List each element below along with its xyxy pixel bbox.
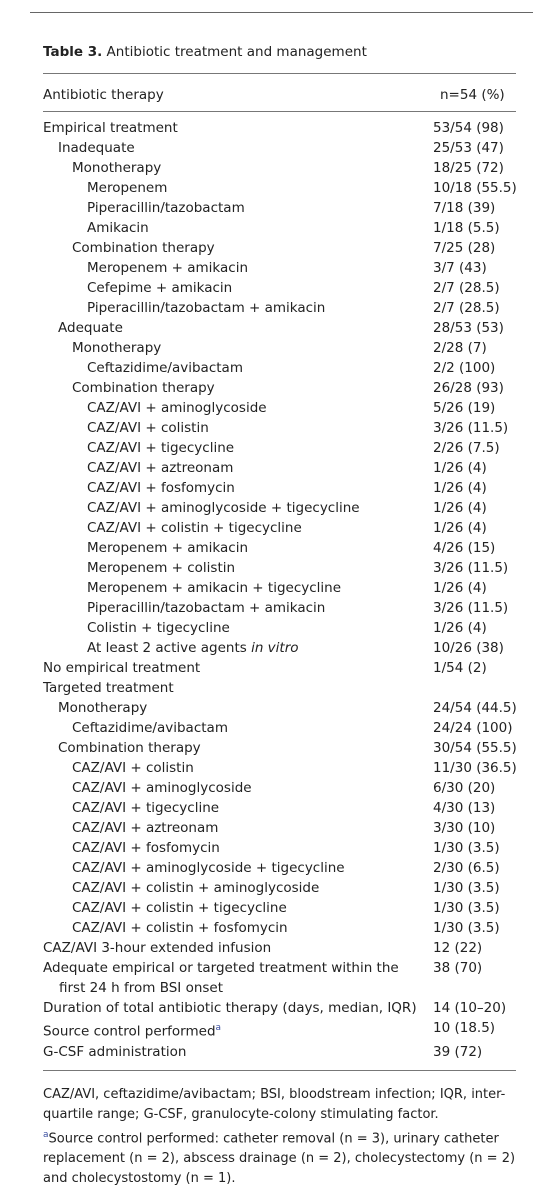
table-row [43, 578, 516, 598]
row-label-text: CAZ/AVI + aztreonam [87, 460, 234, 476]
row-label-text: Ceftazidime/avibactam [87, 360, 243, 376]
table-row [43, 358, 516, 378]
row-value: 2/26 (7.5) [433, 440, 500, 456]
row-value: 10/18 (55.5) [433, 180, 517, 196]
caption-label: Table 3. [43, 44, 103, 60]
row-label-text: Meropenem + amikacin + tigecycline [87, 580, 342, 596]
row-value: 53/54 (98) [433, 120, 504, 136]
row-label-text: Ceftazidime/avibactam [72, 720, 228, 736]
table-row [43, 298, 516, 318]
table-row [43, 798, 516, 818]
table-row [43, 678, 516, 698]
table-row [43, 1042, 516, 1062]
table-row [43, 698, 516, 718]
header-top-rule [43, 73, 516, 74]
table-row [43, 118, 516, 138]
table-row [43, 738, 516, 758]
footnote-abbreviations: CAZ/AVI, ceftazidime/avibactam; BSI, bloodstream infection; IQR, inter-quartile range; G-CSF, granulocyte-colony stimulating factor. [43, 1087, 506, 1122]
row-value: 38 (70) [433, 960, 483, 976]
row-label-text: At least 2 active agents [87, 640, 252, 656]
row-value: 1/26 (4) [433, 500, 487, 516]
row-label-text: Duration of total antibiotic therapy (days, median, IQR) [43, 1000, 417, 1016]
table-row [43, 918, 516, 938]
table-caption [43, 44, 367, 60]
row-label-text: Monotherapy [72, 340, 162, 356]
header-col1: Antibiotic therapy [43, 87, 164, 103]
row-value: 10/26 (38) [433, 640, 504, 656]
row-label-text: Piperacillin/tazobactam [87, 200, 245, 216]
row-value: 1/30 (3.5) [433, 920, 500, 936]
row-label-text: No empirical treatment [43, 660, 201, 676]
row-value: 14 (10–20) [433, 1000, 507, 1016]
table-row [43, 338, 516, 358]
table-row [43, 898, 516, 918]
row-label-text: Amikacin [87, 220, 149, 236]
row-label-text: Inadequate [58, 140, 135, 156]
row-label-text: CAZ/AVI + aminoglycoside [72, 780, 252, 796]
row-label-text: CAZ/AVI + tigecycline [72, 800, 220, 816]
table-header [43, 87, 516, 103]
table-row [43, 418, 516, 438]
table-row [43, 818, 516, 838]
row-label-text: CAZ/AVI + fosfomycin [87, 480, 235, 496]
row-label-text: Empirical treatment [43, 120, 178, 136]
footnote-source-control-text: Source control performed: catheter removal (n = 3), urinary catheter replacement (n = 2), abscess drainage (n = 2), cholecystectomy (n = 2) and cholecystostomy (n = 1). [43, 1131, 516, 1187]
row-value: 26/28 (93) [433, 380, 504, 396]
table-row [43, 218, 516, 238]
row-label [43, 678, 516, 698]
row-value: 1/30 (3.5) [433, 900, 500, 916]
row-value: 5/26 (19) [433, 400, 496, 416]
table-row [43, 278, 516, 298]
header-col2: n=54 (%) [440, 87, 505, 103]
table-row [43, 638, 516, 658]
row-value: 1/26 (4) [433, 620, 487, 636]
table-row [43, 1018, 516, 1042]
header-bottom-rule [43, 111, 516, 112]
table-row [43, 318, 516, 338]
top-rule [30, 12, 533, 13]
table-row [43, 838, 516, 858]
footnote-marker: a [43, 1130, 49, 1140]
row-label-text: CAZ/AVI + colistin + aminoglycoside [72, 880, 320, 896]
row-value: 4/30 (13) [433, 800, 496, 816]
row-value: 30/54 (55.5) [433, 740, 517, 756]
table-row [43, 538, 516, 558]
table-row [43, 198, 516, 218]
row-value: 3/7 (43) [433, 260, 487, 276]
row-value: 2/2 (100) [433, 360, 496, 376]
footnote-marker: a [215, 1023, 222, 1033]
row-value: 18/25 (72) [433, 160, 504, 176]
table-row [43, 138, 516, 158]
row-value: 1/54 (2) [433, 660, 487, 676]
row-value: 6/30 (20) [433, 780, 496, 796]
table-row [43, 938, 516, 958]
table-row [43, 858, 516, 878]
row-value: 2/30 (6.5) [433, 860, 500, 876]
row-label-text: CAZ/AVI + colistin [72, 760, 194, 776]
row-label-text: Targeted treatment [43, 680, 174, 696]
table-row [43, 558, 516, 578]
table-row [43, 778, 516, 798]
table-row [43, 658, 516, 678]
row-label-text: CAZ/AVI + aminoglycoside + tigecycline [87, 500, 360, 516]
table-row [43, 398, 516, 418]
row-label-text: Piperacillin/tazobactam + amikacin [87, 600, 326, 616]
row-label-text: Meropenem + colistin [87, 560, 236, 576]
table-row [43, 758, 516, 778]
table-row [43, 498, 516, 518]
caption-title: Antibiotic treatment and management [106, 44, 367, 60]
row-value: 3/26 (11.5) [433, 560, 509, 576]
row-label-text: CAZ/AVI + colistin + tigecycline [72, 900, 287, 916]
table-row [43, 958, 516, 998]
row-label-text: Monotherapy [72, 160, 162, 176]
row-label-text: CAZ/AVI + aztreonam [72, 820, 219, 836]
row-label-text: Combination therapy [58, 740, 201, 756]
table-row [43, 618, 516, 638]
row-label-text: CAZ/AVI 3-hour extended infusion [43, 940, 272, 956]
row-value: 2/7 (28.5) [433, 280, 500, 296]
row-label-text: CAZ/AVI + fosfomycin [72, 840, 220, 856]
row-label-text: Meropenem + amikacin [87, 260, 249, 276]
row-value: 2/28 (7) [433, 340, 487, 356]
row-value: 4/26 (15) [433, 540, 496, 556]
row-label-text: CAZ/AVI + tigecycline [87, 440, 235, 456]
row-label-text: Meropenem + amikacin [87, 540, 249, 556]
row-label-text: Source control performed [43, 1023, 216, 1040]
table-row [43, 238, 516, 258]
footnotes [43, 1085, 516, 1189]
table-row [43, 378, 516, 398]
table-row [43, 598, 516, 618]
row-label-text: Cefepime + amikacin [87, 280, 233, 296]
row-value: 1/26 (4) [433, 460, 487, 476]
row-value: 25/53 (47) [433, 140, 504, 156]
row-label-text: Piperacillin/tazobactam + amikacin [87, 300, 326, 316]
table-row [43, 178, 516, 198]
footnote-source-control [43, 1125, 516, 1189]
row-label-text: CAZ/AVI + colistin + tigecycline [87, 520, 302, 536]
row-label-text: Adequate [58, 320, 123, 336]
table-row [43, 438, 516, 458]
row-label-text: Combination therapy [72, 240, 215, 256]
table-body [43, 118, 516, 1062]
row-label-text: CAZ/AVI + aminoglycoside [87, 400, 267, 416]
row-value: 1/26 (4) [433, 580, 487, 596]
row-value: 24/24 (100) [433, 720, 513, 736]
row-value: 1/18 (5.5) [433, 220, 500, 236]
table-row [43, 718, 516, 738]
row-value: 3/30 (10) [433, 820, 496, 836]
row-value: 7/25 (28) [433, 240, 496, 256]
table-row [43, 458, 516, 478]
row-value: 2/7 (28.5) [433, 300, 500, 316]
row-value: 3/26 (11.5) [433, 600, 509, 616]
row-label-text: G-CSF administration [43, 1043, 187, 1060]
row-value: 1/26 (4) [433, 520, 487, 536]
row-label-text: Colistin + tigecycline [87, 620, 230, 636]
table-row [43, 998, 516, 1018]
row-label-text: CAZ/AVI + colistin + fosfomycin [72, 920, 288, 936]
row-label-text: CAZ/AVI + aminoglycoside + tigecycline [72, 860, 345, 876]
row-value: 24/54 (44.5) [433, 700, 517, 716]
row-label-text: CAZ/AVI + colistin [87, 420, 209, 436]
row-value: 1/30 (3.5) [433, 840, 500, 856]
table-row [43, 518, 516, 538]
row-label-text: Monotherapy [58, 700, 148, 716]
row-value: 1/30 (3.5) [433, 880, 500, 896]
row-value: 39 (72) [433, 1043, 483, 1060]
row-value: 10 (18.5) [433, 1020, 496, 1036]
row-value: 3/26 (11.5) [433, 420, 509, 436]
row-value: 28/53 (53) [433, 320, 504, 336]
row-value: 7/18 (39) [433, 200, 496, 216]
table-row [43, 878, 516, 898]
table-row [43, 478, 516, 498]
table-bottom-rule [43, 1070, 516, 1071]
row-label-text: Combination therapy [72, 380, 215, 396]
row-label-text: Adequate empirical or targeted treatment within the first 24 h from BSI onset [43, 960, 399, 996]
table-row [43, 158, 516, 178]
row-label-italic: in vitro [251, 640, 299, 656]
row-value: 1/26 (4) [433, 480, 487, 496]
table-row [43, 258, 516, 278]
row-value: 12 (22) [433, 940, 483, 956]
row-value: 11/30 (36.5) [433, 760, 517, 776]
row-label-text: Meropenem [87, 180, 168, 196]
